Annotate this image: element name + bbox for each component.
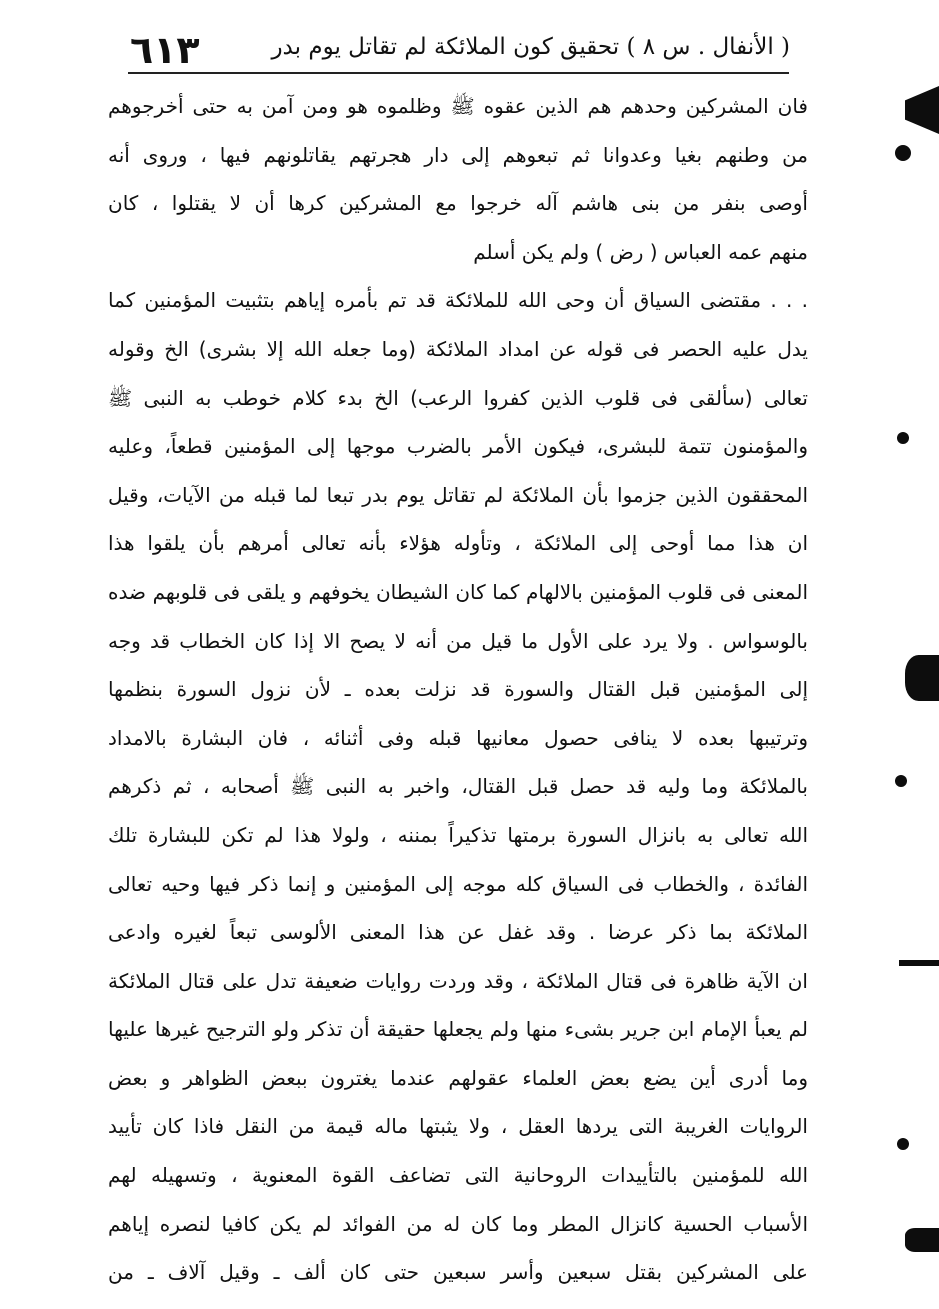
text-line: على المشركين بقتل سبعين وأسر سبعين حتى كان ألف ـ وقيل آلاف ـ من [108, 1260, 808, 1285]
scan-mark [905, 86, 939, 134]
scan-mark [899, 960, 939, 966]
scan-mark [897, 1138, 909, 1150]
running-header [100, 28, 790, 74]
body-text [108, 82, 808, 1297]
scan-mark [895, 775, 907, 787]
scan-mark [895, 145, 911, 161]
text-line: المحققون الذين جزموا بأن الملائكة لم تقاتل يوم بدر تبعا لما قبله من الآيات، وقيل [108, 482, 808, 507]
text-line: من وطنهم بغيا وعدوانا ثم تبعوهم إلى دار هجرتهم يقاتلونهم فيها ، وروى أنه [108, 142, 808, 167]
text-line: إلى المؤمنين قبل القتال والسورة قد نزلت بعده ـ لأن نزول السورة بنظمها [108, 677, 808, 702]
header-title: ( الأنفال . س ٨ ) تحقيق كون الملائكة لم تقاتل يوم بدر [271, 34, 790, 60]
scan-mark [905, 1228, 939, 1252]
text-line: والمؤمنون تتمة للبشرى، فيكون الأمر بالضرب موجها إلى المؤمنين قطعاً، وعليه [108, 434, 808, 459]
text-line: الروايات الغريبة التى يردها العقل ، ولا يثبتها ماله قيمة من النقل فاذا كان تأييد [108, 1114, 808, 1139]
text-line: بالوسواس . ولا يرد على الأول ما قيل من أنه لا يصح الا إذا كان الخطاب قد وجه [108, 628, 808, 653]
text-line: الملائكة بما ذكر عرضا . وقد غفل عن هذا المعنى الألوسى تبعاً لغيره وادعى [108, 920, 808, 945]
text-line: يدل عليه الحصر فى قوله عن امداد الملائكة (وما جعله الله إلا بشرى) الخ وقوله [108, 336, 808, 361]
text-line: لم يعبأ الإمام ابن جرير بشىء منها ولم يجعلها حقيقة أن تذكر ولو الترجيح غيرها عليها [108, 1017, 808, 1042]
text-line: بالملائكة وما وليه قد حصل قبل القتال، واخبر به النبى ﷺ أصحابه ، ثم ذكرهم [108, 774, 808, 799]
text-line: الله للمؤمنين بالتأييدات الروحانية التى تضاعف القوة المعنوية ، وتسهيله لهم [108, 1163, 808, 1188]
text-line: . . . مقتضى السياق أن وحى الله للملائكة قد تم بأمره إياهم بتثبيت المؤمنين كما [108, 288, 808, 313]
text-line: وترتيبها بعده لا ينافى حصول معانيها قبله وفى أثنائه ، فان البشارة بالامداد [108, 725, 808, 750]
text-line: أوصى بنفر من بنى هاشم آله خرجوا مع المشركين كرها أن لا يقتلوا ، كان [108, 191, 808, 216]
scan-mark [897, 432, 909, 444]
text-line: وما أدرى أين يضع بعض العلماء عقولهم عندما يغترون ببعض الظواهر و بعض [108, 1065, 808, 1090]
page-number: ٦١٣ [130, 28, 200, 72]
text-line: تعالى (سألقى فى قلوب الذين كفروا الرعب) الخ بدء كلام خوطب به النبى ﷺ [108, 385, 808, 410]
text-line: فان المشركين وحدهم هم الذين عقوه ﷺ وظلموه هو ومن آمن به حتى أخرجوهم [108, 94, 808, 118]
text-line: ان هذا مما أوحى إلى الملائكة ، وتأوله هؤلاء بأنه تعالى أمرهم بأن يلقوا هذا [108, 531, 808, 556]
text-line: المعنى فى قلوب المؤمنين بالالهام كما كان الشيطان يخوفهم و يلقى فى قلوبهم ضده [108, 579, 808, 604]
text-line: الله تعالى به بانزال السورة برمتها تذكيراً بمننه ، ولولا هذا لم تكن للبشارة تلك [108, 822, 808, 847]
text-line: منهم عمه العباس ( رض ) ولم يكن أسلم [473, 239, 808, 264]
text-line: ان الآية ظاهرة فى قتال الملائكة ، وقد وردت روايات ضعيفة تدل على قتال الملائكة [108, 968, 808, 993]
text-line: الفائدة ، والخطاب فى السياق كله موجه إلى المؤمنين و إنما ذكر فيها وحيه تعالى [108, 871, 808, 896]
header-rule [128, 72, 789, 74]
text-line: الأسباب الحسية كانزال المطر وما كان له من الفوائد لم يكن كافيا لنصره إياهم [108, 1211, 808, 1236]
scan-mark [905, 655, 939, 701]
